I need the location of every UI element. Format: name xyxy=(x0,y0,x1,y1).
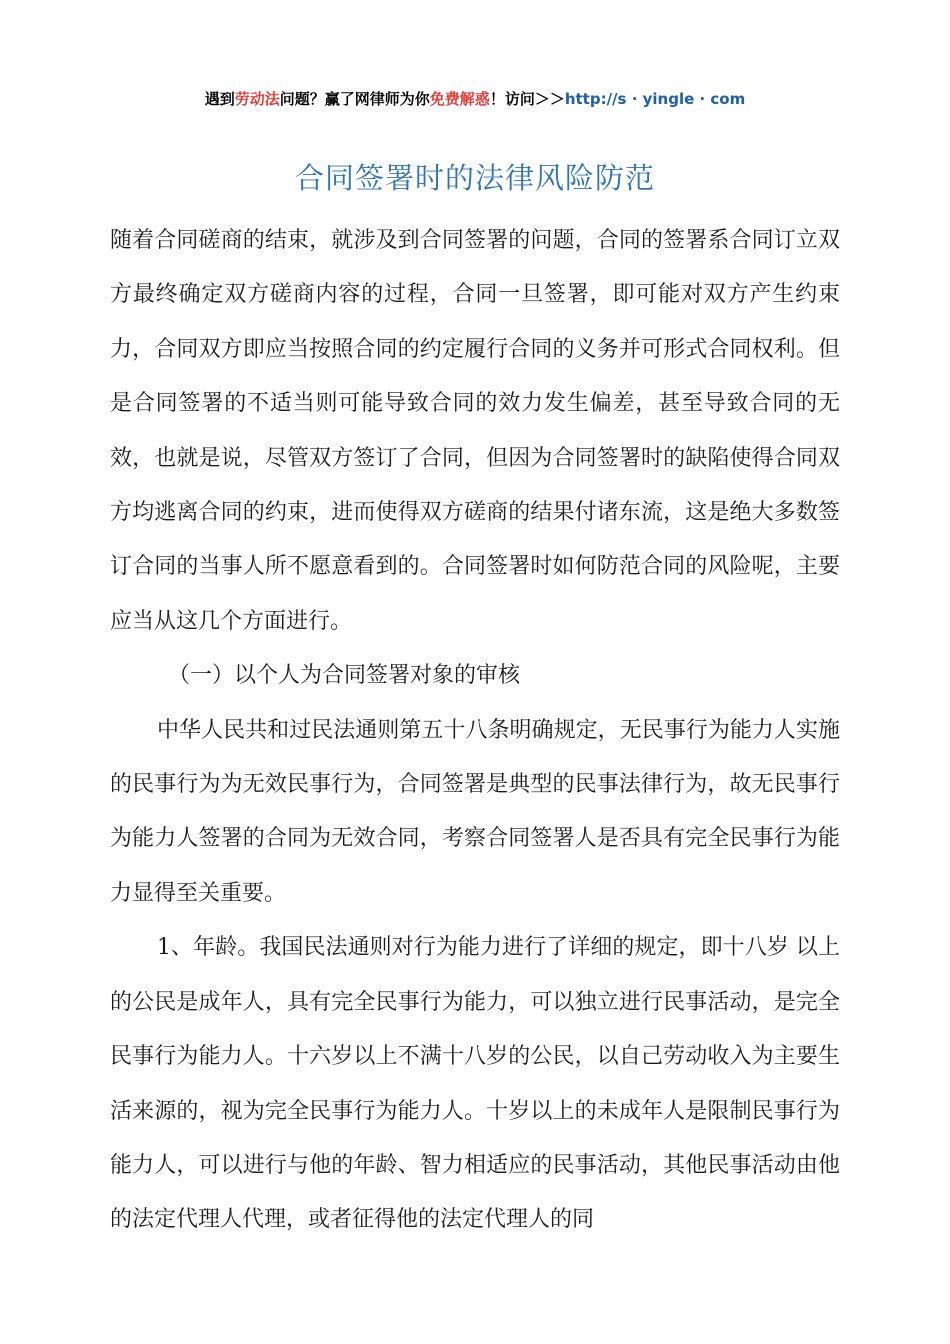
promo-banner xyxy=(0,89,950,109)
promo-highlight-free: 免费解惑 xyxy=(429,90,490,108)
promo-text-3: ！访问＞＞ xyxy=(489,90,565,108)
promo-text-2: 问题？赢了网律师为你 xyxy=(279,90,430,108)
promo-highlight-labor-law: 劳动法 xyxy=(234,90,280,108)
paragraph-intro: 随着合同磋商的结束，就涉及到合同签署的问题，合同的签署系合同订立双方最终确定双方磋商内容的过程，合同一旦签署，即可能对双方产生约束力，合同双方即应当按照合同的约定履行合同的义务并可形式合同权利。但是合同签署的不适当则可能导致合同的效力发生偏差，甚至导致合同的无效，也就是说，尽管双方签订了合同，但因为合同签署时的缺陷使得合同双方均逃离合同的约束，进而使得双方磋商的结果付诸东流，这是绝大多数签订合同的当事人所不愿意看到的。合同签署时如何防范合同的风险呢，主要应当从这几个方面进行。 xyxy=(110,228,840,634)
document-body xyxy=(110,214,840,1248)
promo-text-1: 遇到 xyxy=(204,90,235,108)
paragraph-age: 1、年龄。我国民法通则对行为能力进行了详细的规定，即十八岁 以上的公民是成年人，具有完全民事行为能力，可以独立进行民事活动，是完全民事行为能力人。十六岁以上不满十八岁的公民，以自己劳动收入为主要生活来源的，视为完全民事行为能力人。十岁以上的未成年人是限制民事行为能力人，可以进行与他的年龄、智力相适应的民事活动，其他民事活动由他的法定代理人代理，或者征得他的法定代理人的同 xyxy=(110,935,840,1233)
section-heading-1: （一）以个人为合同签署对象的审核 xyxy=(168,663,521,689)
document-title: 合同签署时的法律风险防范 xyxy=(294,161,655,195)
promo-link[interactable]: http://s · yingle · com xyxy=(564,90,746,108)
paragraph-civil-law: 中华人民共和过民法通则第五十八条明确规定，无民事行为能力人实施的民事行为为无效民事行为，合同签署是典型的民事法律行为，故无民事行为能力人签署的合同为无效合同，考察合同签署人是否具有完全民事行为能力显得至关重要。 xyxy=(110,717,840,906)
